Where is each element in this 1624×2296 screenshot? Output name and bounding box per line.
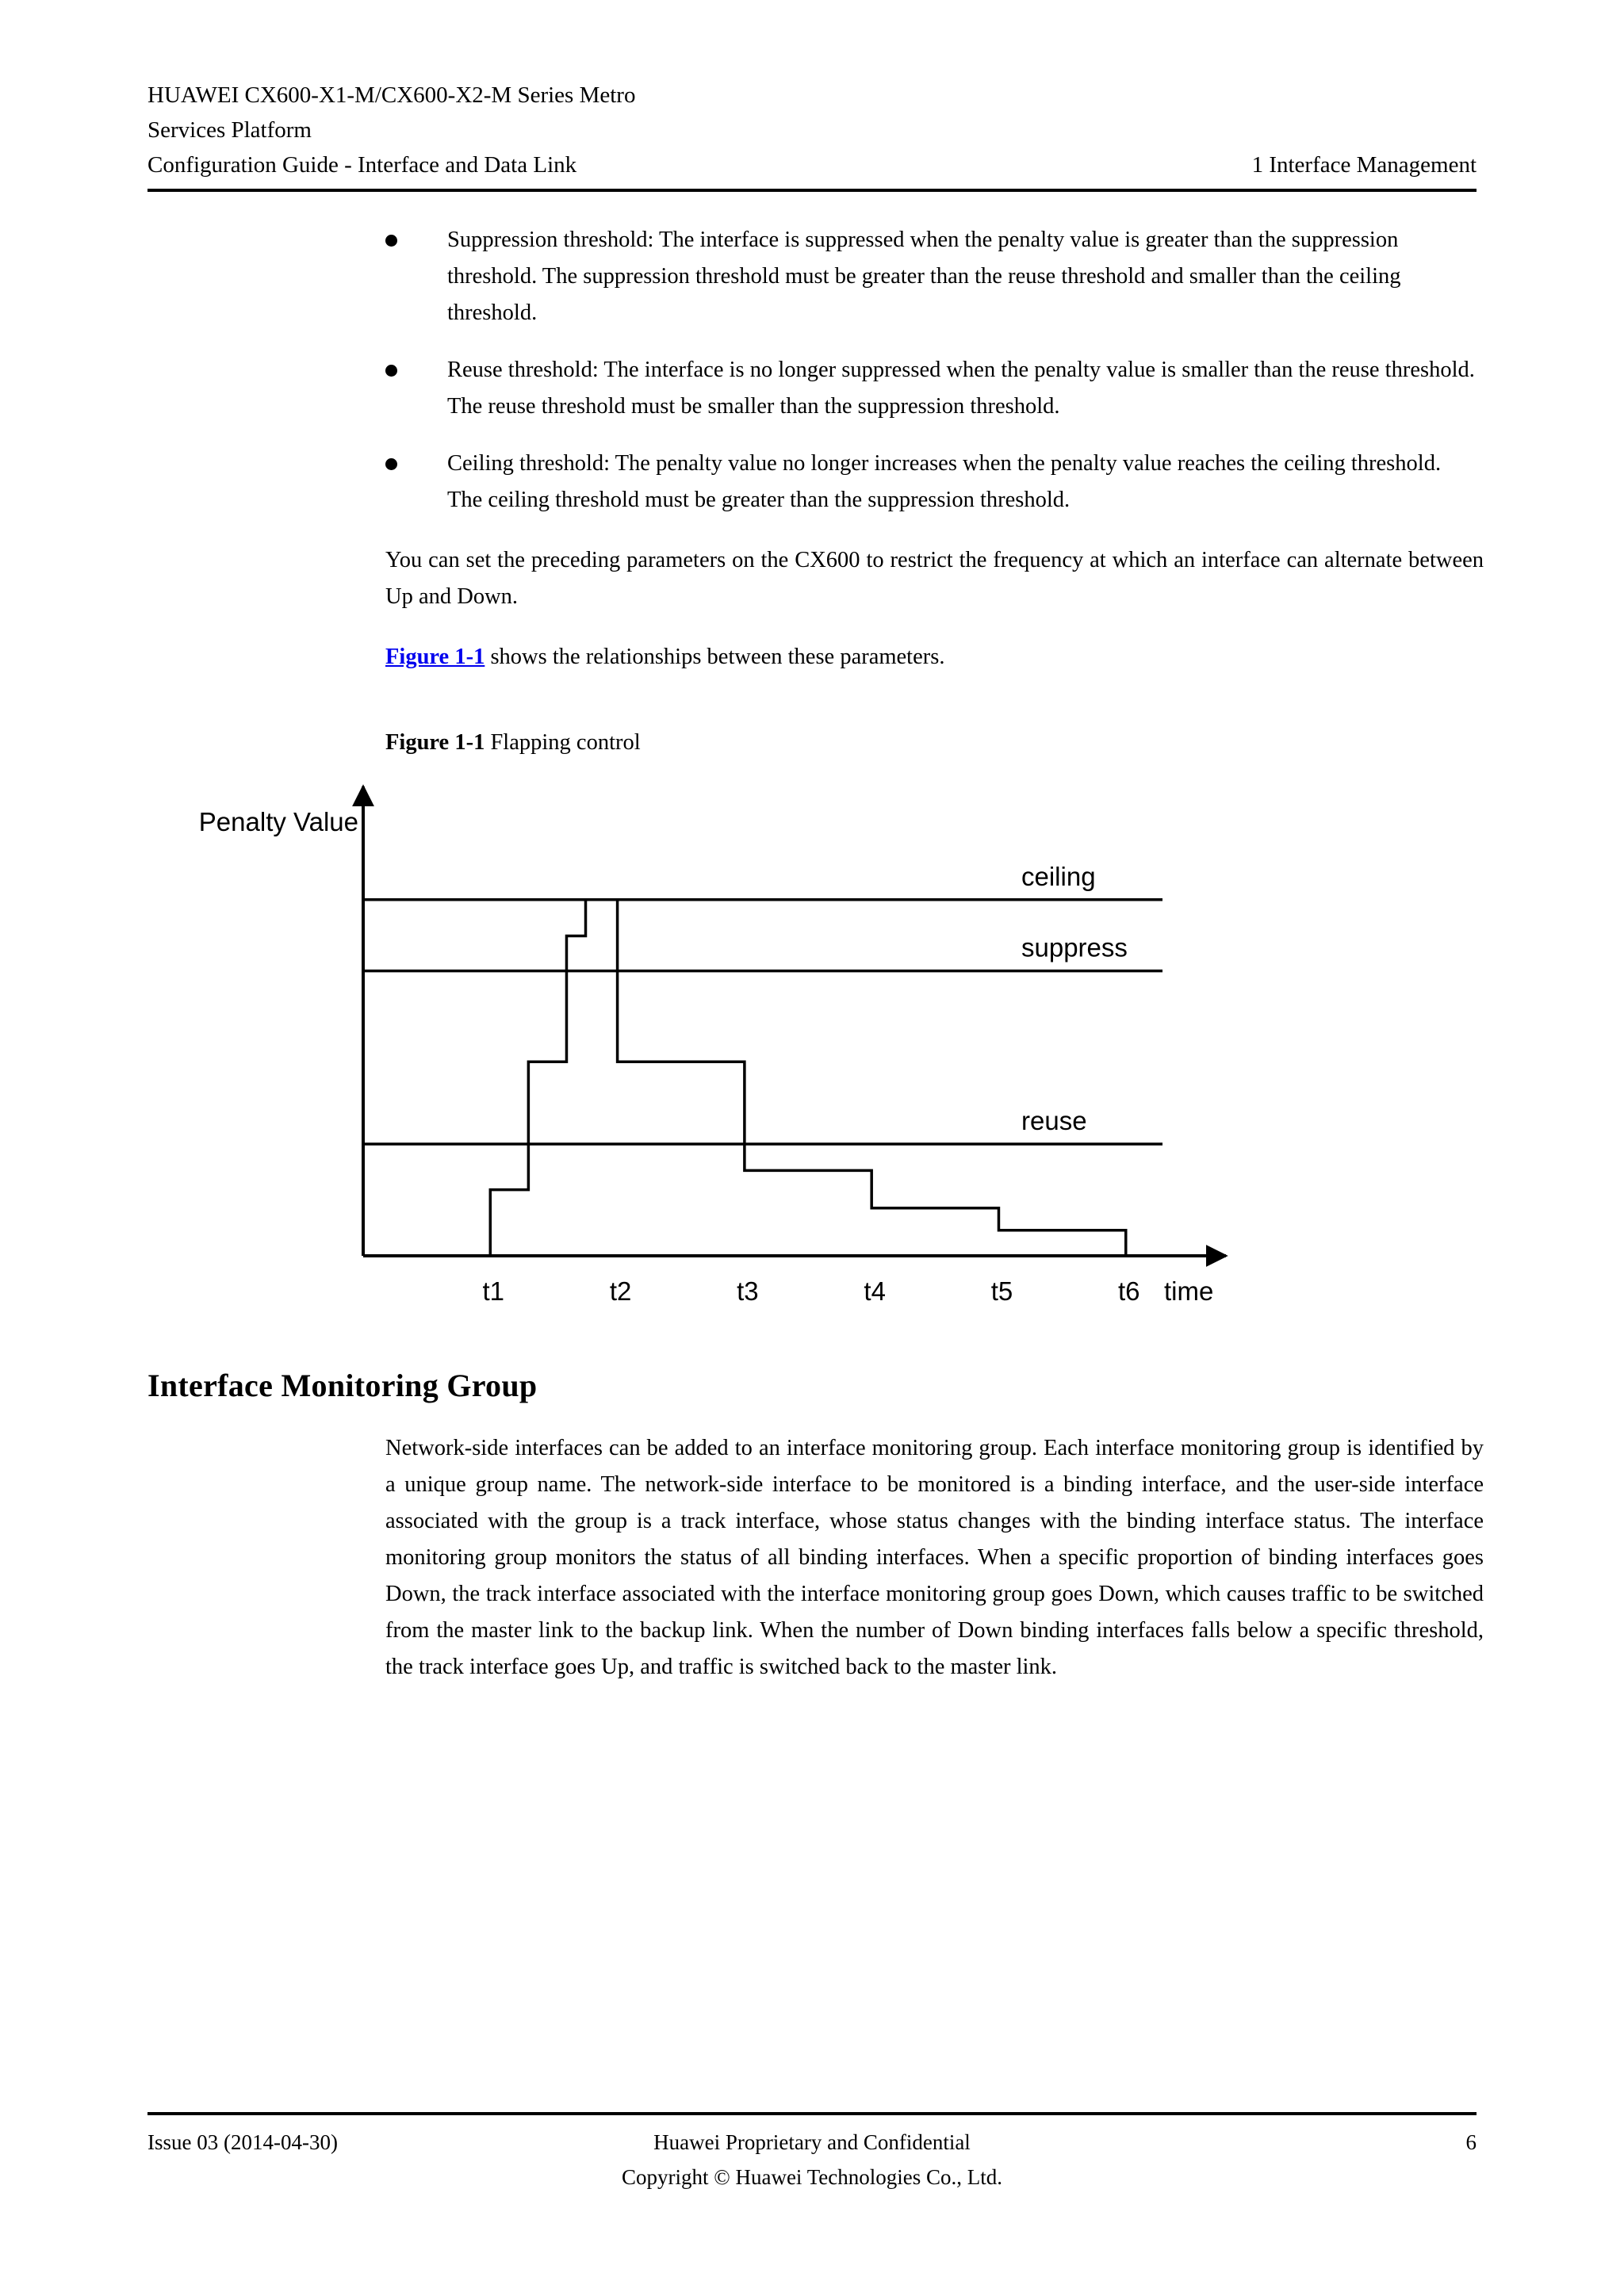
bullet-dot-icon bbox=[385, 365, 397, 377]
page-footer bbox=[147, 2125, 1477, 2195]
page-content bbox=[147, 222, 1484, 1686]
header-title-line2: Services Platform bbox=[147, 117, 312, 143]
x-tick-label-t1: t1 bbox=[482, 1276, 505, 1306]
figure-caption-label: Figure 1-1 bbox=[385, 730, 485, 755]
footer-proprietary-notice: Huawei Proprietary and Confidential bbox=[653, 2130, 971, 2154]
bullet-text: Ceiling threshold: The penalty value no longer increases when the penalty value reaches the ceiling threshold. The ceiling threshold must be greater than the suppression threshold. bbox=[447, 451, 1442, 512]
header-guide-name: Configuration Guide - Interface and Data Link bbox=[147, 152, 577, 178]
figure-caption bbox=[385, 726, 1477, 760]
header-chapter-name: 1 Interface Management bbox=[1251, 152, 1477, 178]
bullet-dot-icon bbox=[385, 458, 397, 470]
flapping-control-figure bbox=[147, 774, 1477, 1313]
x-tick-label-t4: t4 bbox=[864, 1276, 886, 1306]
x-tick-labels-group bbox=[483, 1276, 1140, 1306]
footer-page-number: 6 bbox=[1465, 2130, 1477, 2154]
x-axis-label: time bbox=[1164, 1276, 1214, 1306]
list-item bbox=[385, 222, 1478, 331]
y-axis-label: Penalty Value bbox=[198, 807, 358, 836]
bullet-text: Reuse threshold: The interface is no longer suppressed when the penalty value is smaller than the reuse threshold. The reuse threshold must be smaller than the suppression threshold. bbox=[447, 358, 1475, 419]
figure-caption-title: Flapping control bbox=[490, 730, 641, 755]
page-header bbox=[147, 78, 1477, 182]
threshold-label-suppress: suppress bbox=[1021, 932, 1128, 962]
x-tick-label-t5: t5 bbox=[990, 1276, 1013, 1306]
section-body-text: Network-side interfaces can be added to an interface monitoring group. Each interface monitoring group is identified by a unique group name. The network-side interface to be monitored is a binding interface, and the user-side interface associated with the group is a track interface, whose status changes with the binding interface status. The interface monitoring group monitors the status of all binding interfaces. When a specific proportion of binding interfaces goes Down, the track interface associated with the interface monitoring group goes Down, which causes traffic to be switched from the master link to the backup link. When the number of Down binding interfaces falls below a specific threshold, the track interface goes Up, and traffic is switched back to the master link. bbox=[385, 1436, 1484, 1679]
x-tick-label-t6: t6 bbox=[1117, 1276, 1140, 1306]
list-item bbox=[385, 352, 1478, 425]
paragraph-cx600: You can set the preceding parameters on the CX600 to restrict the frequency at which an interface can alternate between Up and Down. bbox=[385, 548, 1484, 609]
paragraph-figure-reference bbox=[385, 639, 1484, 675]
flapping-control-chart bbox=[147, 774, 1477, 1313]
threshold-lines-group bbox=[363, 862, 1162, 1144]
page-title: Interface Monitoring Group bbox=[147, 1368, 538, 1403]
threshold-bullet-list bbox=[147, 222, 1477, 519]
header-divider bbox=[147, 189, 1477, 192]
bullet-dot-icon bbox=[385, 235, 397, 247]
figure-reference-text: shows the relationships between these parameters. bbox=[485, 645, 945, 669]
bullet-text: Suppression threshold: The interface is suppressed when the penalty value is greater than the suppression threshold. The suppression threshold must be greater than the reuse threshold and smaller than the ceiling threshold. bbox=[447, 228, 1401, 325]
threshold-label-ceiling: ceiling bbox=[1021, 861, 1096, 891]
footer-copyright: Copyright © Huawei Technologies Co., Ltd. bbox=[621, 2165, 1003, 2189]
header-guide-row bbox=[147, 147, 1477, 182]
footer-row-primary bbox=[147, 2125, 1477, 2160]
list-item bbox=[385, 446, 1478, 519]
x-tick-label-t2: t2 bbox=[609, 1276, 632, 1306]
x-tick-label-t3: t3 bbox=[737, 1276, 759, 1306]
threshold-label-reuse: reuse bbox=[1021, 1106, 1087, 1136]
figure-1-1-link[interactable]: Figure 1-1 bbox=[385, 645, 485, 669]
footer-issue: Issue 03 (2014-04-30) bbox=[147, 2130, 338, 2154]
footer-divider bbox=[147, 2112, 1477, 2115]
header-title-line1: HUAWEI CX600-X1-M/CX600-X2-M Series Metro bbox=[147, 82, 636, 108]
